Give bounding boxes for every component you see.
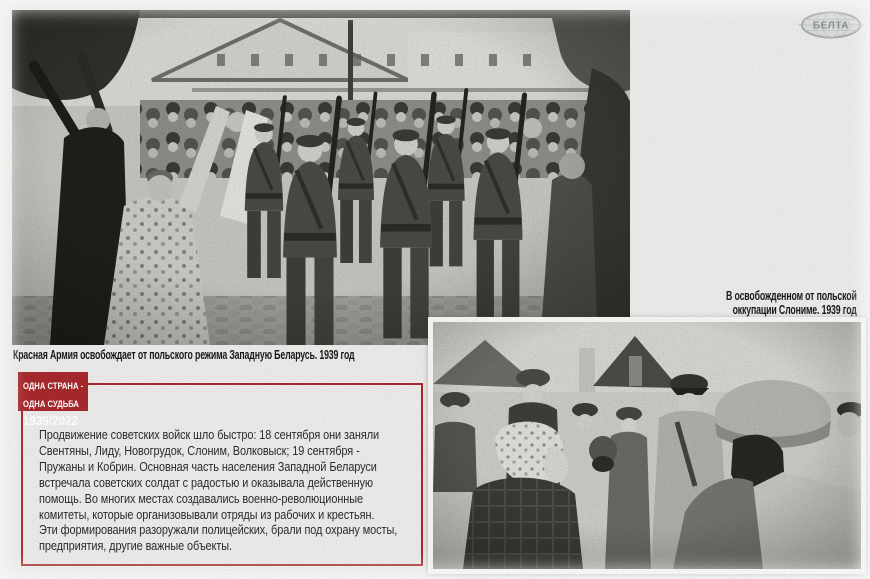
slonim-photo bbox=[428, 317, 866, 574]
red-army-photo bbox=[12, 10, 630, 345]
slonim-caption-line-2: оккупации Слониме. 1939 год bbox=[732, 303, 857, 317]
body-line: встречала советских солдат с радостью и оказывала действенную bbox=[39, 474, 374, 490]
slonim-photo-caption-text bbox=[726, 289, 857, 317]
body-line: Пружаны и Кобрин. Основная часть населения Западной Беларуси bbox=[39, 458, 377, 474]
badge-years: 1939/2022 bbox=[23, 413, 79, 428]
slonim-photo-caption bbox=[670, 289, 857, 317]
body-line: помощь. Во многих местах создавались военно-революционные bbox=[39, 490, 363, 506]
body-line: комитеты, которые организовывали отряды из рабочих и крестьян. bbox=[39, 506, 375, 522]
one-country-one-fate-badge bbox=[18, 372, 88, 428]
slonim-photo-image bbox=[433, 322, 861, 569]
red-army-photo-image bbox=[12, 10, 630, 345]
body-line: предприятия, другие важные объекты. bbox=[39, 538, 233, 554]
body-line: Эти формирования разоружали полицейских, брали под охрану мосты, bbox=[39, 522, 398, 538]
belta-globe-icon bbox=[798, 10, 864, 40]
belta-logo-text: БЕЛТА bbox=[812, 20, 850, 32]
body-line: Продвижение советских войск шло быстро: 18 сентября они заняли bbox=[39, 427, 380, 442]
red-army-photo-caption-text: Красная Армия освобождает от польского режима Западную Беларусь. 1939 год bbox=[13, 348, 355, 362]
body-text bbox=[39, 427, 397, 554]
body-line: Свентяны, Лиду, Новогрудок, Слоним, Волковыск; 19 сентября - bbox=[39, 442, 360, 458]
belta-logo bbox=[798, 10, 864, 40]
slonim-caption-line-1: В освобожденном от польской bbox=[726, 289, 857, 303]
badge-line-1: ОДНА СТРАНА - bbox=[23, 381, 84, 391]
badge-line-2: ОДНА СУДЬБА bbox=[23, 399, 79, 409]
